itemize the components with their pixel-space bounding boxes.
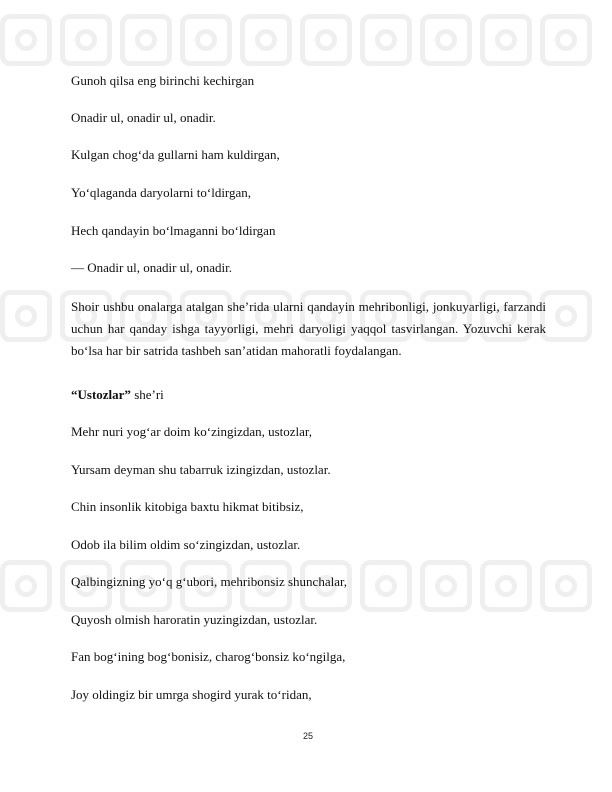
poem-line: Mehr nuri yog‘ar doim ko‘zingizdan, ustozlar, [71,424,312,439]
heading-title: “Ustozlar” [71,387,131,402]
poem-line: Joy oldingiz bir umrga shogird yurak to‘ridan, [71,687,312,702]
text-line: — Onadir ul, onadir ul, onadir. [71,260,233,275]
heading-suffix: she’ri [130,387,164,402]
poem-line: Chin insonlik kitobiga baxtu hikmat bitibsiz, [71,499,304,514]
body-paragraph: Shoir ushbu onalarga atalgan she’rida ularni qandayin mehribonligi, jonkuyarligi, farzandi uchun har qanday ishga tayyorligi, mehri daryoligi yaqqol tasvirlangan. Yozuvchi kerak bo‘lsa har bir satrida tashbeh san’atidan mahoratli foydalangan. [71,299,546,358]
text-line: Gunoh qilsa eng birinchi kechirgan [71,73,255,88]
poem-line: Quyosh olmish haroratin yuzingizdan, ustozlar. [71,612,318,627]
poem-line: Odob ila bilim oldim so‘zingizdan, ustozlar. [71,537,301,552]
poem-line: Qalbingizning yo‘q g‘ubori, mehribonsiz shunchalar, [71,574,348,589]
watermark-pattern [0,560,612,640]
page-number: 25 [302,731,313,741]
poem-line: Fan bog‘ining bog‘bonisiz, charog‘bonsiz ko‘ngilga, [71,649,346,664]
text-line: Hech qandayin bo‘lmaganni bo‘ldirgan [71,223,276,238]
text-line: Onadir ul, onadir ul, onadir. [71,110,216,125]
poem-line: Yursam deyman shu tabarruk izingizdan, ustozlar. [71,462,331,477]
text-line: Kulgan chog‘da gullarni ham kuldirgan, [71,147,280,162]
section-heading [71,387,546,403]
text-line: Yo‘qlaganda daryolarni to‘ldirgan, [71,185,252,200]
